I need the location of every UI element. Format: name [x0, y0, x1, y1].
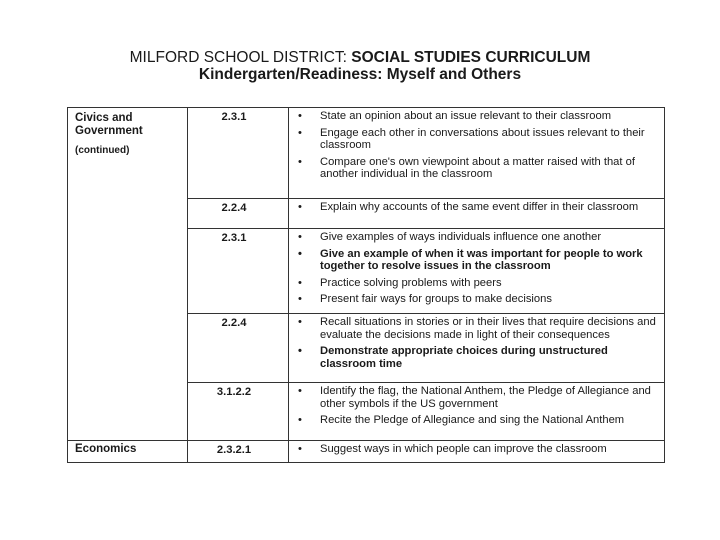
- document-subtitle: Kindergarten/Readiness: Myself and Others: [198, 66, 522, 83]
- objective-item: • Practice solving problems with peers: [289, 277, 658, 290]
- strand-name: Civics and Government: [75, 112, 143, 137]
- strand-cell: [68, 441, 188, 463]
- standard-code: 2.3.1: [188, 108, 289, 199]
- objectives-cell: [289, 108, 665, 199]
- standard-code: 2.3.1: [188, 229, 289, 314]
- strand-note: (continued): [75, 145, 130, 157]
- table-row: [68, 441, 665, 463]
- standard-code: 2.3.2.1: [188, 441, 289, 463]
- objective-item: • Recite the Pledge of Allegiance and sing the National Anthem: [289, 414, 658, 427]
- objectives-cell: [289, 229, 665, 314]
- objective-item: • Identify the flag, the National Anthem, the Pledge of Allegiance and other symbols if the US government: [289, 385, 658, 410]
- district-name: MILFORD SCHOOL DISTRICT:: [129, 49, 352, 66]
- table-row: [68, 108, 665, 199]
- objective-item: • Compare one's own viewpoint about a matter raised with that of another individual in the classroom: [289, 156, 658, 181]
- objective-item: • Demonstrate appropriate choices during unstructured classroom time: [289, 345, 658, 370]
- objectives-cell: [289, 199, 665, 229]
- curriculum-name: SOCIAL STUDIES CURRICULUM: [351, 49, 591, 66]
- objectives-cell: [289, 441, 665, 463]
- strand-cell: [68, 108, 188, 441]
- standard-code: 2.2.4: [188, 199, 289, 229]
- objective-item: • Explain why accounts of the same event differ in their classroom: [289, 201, 658, 214]
- objective-item: • State an opinion about an issue relevant to their classroom: [289, 110, 658, 123]
- document-title: [0, 49, 720, 66]
- standard-code: 2.2.4: [188, 314, 289, 383]
- objective-item: • Give examples of ways individuals influence one another: [289, 231, 658, 244]
- curriculum-table: [67, 107, 665, 463]
- standard-code: 3.1.2.2: [188, 383, 289, 441]
- objectives-cell: [289, 314, 665, 383]
- objective-item: • Suggest ways in which people can improve the classroom: [289, 443, 658, 456]
- objective-item: • Engage each other in conversations about issues relevant to their classroom: [289, 127, 658, 152]
- objective-item: • Recall situations in stories or in their lives that require decisions and evaluate the decisions made in light of their consequences: [289, 316, 658, 341]
- objective-item: • Give an example of when it was important for people to work together to resolve issues in the classroom: [289, 248, 658, 273]
- objectives-cell: [289, 383, 665, 441]
- objective-item: • Present fair ways for groups to make decisions: [289, 293, 658, 306]
- strand-name: Economics: [75, 443, 137, 455]
